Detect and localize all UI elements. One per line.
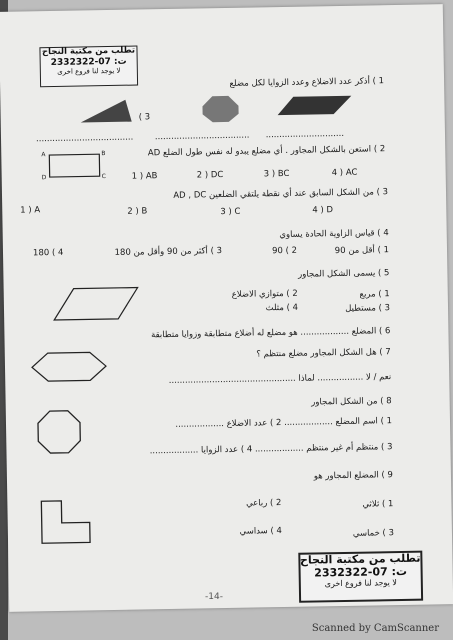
q3-option-2: 2 ) B — [127, 206, 148, 217]
scanner-watermark: Scanned by CamScanner — [311, 623, 439, 634]
q5-option-2: 2 ) متوازي الاضلاع — [231, 288, 298, 300]
question-5: 5 ) يسمى الشكل المجاور — [298, 268, 390, 280]
q3-option-3: 3 ) C — [220, 206, 241, 218]
answer-lines-1: .................................... ................................... ............................. — [35, 128, 345, 145]
triangle-shape — [75, 96, 136, 127]
q3-option-4: 4 ) D — [312, 205, 334, 216]
label-c: C — [101, 173, 106, 181]
q2-option-2: 2 ) DC — [196, 170, 224, 181]
stamp-name: تطلب من مكتبة النجاح — [299, 551, 421, 567]
stamp-phone: ت: 07-2332322 — [50, 56, 127, 68]
q3-option-1: 1 ) A — [20, 205, 41, 216]
bookshop-stamp-top — [39, 46, 138, 88]
question-6: 6 ) المضلع .................. هو مضلع له أضلاع متطابقة وزوايا متطابقة — [150, 326, 391, 341]
question-2: 2 ) استعن بالشكل المجاور . أي مضلع يبدو له نفس طول الضلع AD — [147, 144, 386, 159]
label-a: A — [41, 151, 46, 159]
q5-option-3: 3 ) مستطيل — [345, 303, 391, 314]
page-number: -14- — [205, 592, 223, 602]
q4-option-4: 180 ( 4 — [32, 247, 64, 259]
question-9: 9 ) المضلع المجاور هو — [313, 470, 394, 482]
q2-option-1: 1 ) AB — [131, 171, 158, 182]
hexagon-figure — [30, 350, 111, 385]
question-7-answer: نعم / لا ................. لماذا ............................................... — [168, 372, 392, 387]
octagon-figure — [36, 409, 83, 456]
q9-option-1: 1 ) ثلاثي — [362, 499, 394, 510]
q9-option-4: 4 ) سداسي — [239, 526, 282, 537]
question-1: 1 ) أذكر عدد الاضلاع وعدد الزوايا لكل مضلع — [229, 76, 385, 89]
question-8-line-1: 1 ) اسم المضلع .................. 2 ) عدد الاضلاع .................. — [175, 416, 393, 430]
q4-option-3: 3 ) أكثر من 90 وأقل من 180 — [114, 246, 223, 258]
label-b: B — [101, 150, 106, 158]
stamp-note: لا يوجد لنا فروع اخرى — [324, 578, 398, 589]
question-7: 7 ) هل الشكل المجاور مضلع منتظم ؟ — [256, 347, 391, 360]
q5-option-1: 1 ) مربع — [359, 289, 390, 300]
question-4: 4 ) قياس الزاوية الحادة يساوي — [279, 228, 389, 241]
shape-3-label: ( 3 — [138, 112, 151, 123]
octagon-shape — [200, 94, 241, 125]
q2-option-3: 3 ) BC — [263, 168, 290, 180]
stamp-phone: ت: 07-2332322 — [314, 564, 408, 580]
q4-option-1: 1 ) أقل من 90 — [334, 245, 390, 257]
stamp-name: تطلب من مكتبة النجاح — [41, 45, 136, 58]
question-8: 8 ) من الشكل المجاور — [311, 396, 392, 408]
stamp-note: لا يوجد لنا فروع اخرى — [57, 66, 121, 77]
q9-option-3: 3 ) خماسي — [352, 528, 395, 539]
label-d: D — [41, 174, 47, 182]
parallelogram-shape — [275, 94, 355, 119]
q5-option-4: 4 ) مثلث — [265, 302, 299, 314]
q9-option-2: 2 ) رباعي — [245, 498, 282, 509]
question-8-line-2: 3 ) منتظم أم غير منتظم .................. 4 ) عدد الزوايا .................. — [149, 442, 393, 457]
question-3: 3 ) من الشكل السابق عند أي نقطة يلتقي الضلعين AD , DC — [173, 187, 389, 201]
l-shaped-figure — [37, 496, 98, 547]
worksheet-page — [0, 4, 453, 612]
parallelogram-figure — [52, 284, 143, 326]
q4-option-2: 2 ) 90 — [271, 245, 298, 257]
q2-option-4: 4 ) AC — [331, 167, 358, 179]
bookshop-stamp-bottom — [298, 551, 423, 603]
